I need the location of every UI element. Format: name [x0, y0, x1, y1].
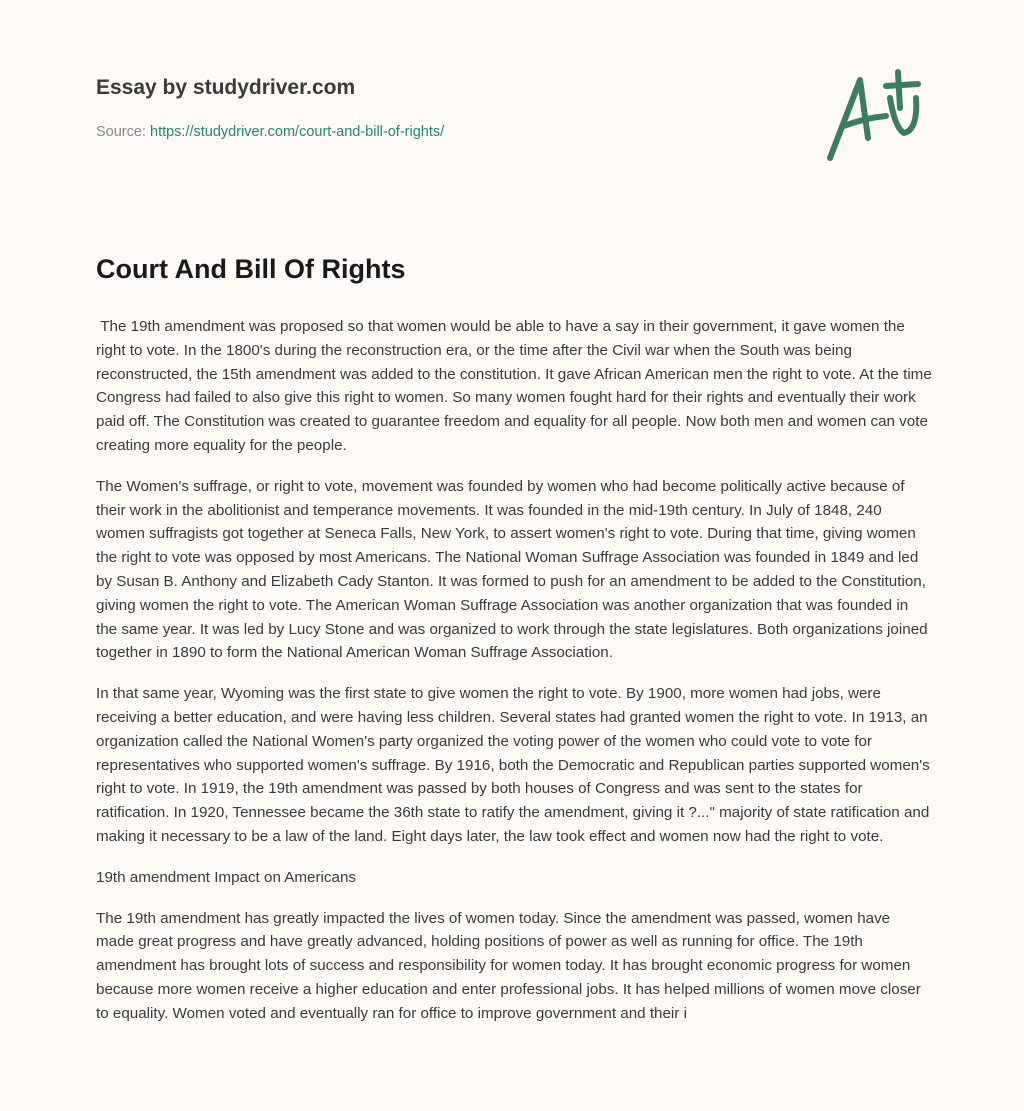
- essay-body: [96, 315, 937, 1043]
- source-label: Source:: [96, 124, 150, 140]
- site-brand: Essay by studydriver.com: [96, 76, 356, 99]
- source-link[interactable]: https://studydriver.com/court-and-bill-of-rights/: [150, 124, 445, 140]
- paragraph: The Women's suffrage, or right to vote, movement was founded by women who had become politically active because of their work in the abolitionist and temperance movements. It was founded in the mid-19th century. In July of 1848, 240 women suffragists got together at Seneca Falls, New York, to assert women's right to vote. During that time, giving women the right to vote was opposed by most Americans. The National Woman Suffrage Association was founded in 1849 and led by Susan B. Anthony and Elizabeth Cady Stanton. It was formed to push for an amendment to be added to the Constitution, giving women the right to vote. The American Woman Suffrage Association was another organization that was founded in the same year. It was led by Lucy Stone and was organized to work through the state legislatures. Both organizations joined together in 1890 to form the National American Woman Suffrage Association.: [96, 477, 928, 662]
- paragraph: The 19th amendment was proposed so that women would be able to have a say in their government, it gave women the right to vote. In the 1800's during the reconstruction era, or the time after the Civil war when the South was being reconstructed, the 15th amendment was added to the constitution. It gave African American men the right to vote. At the time Congress had failed to also give this right to women. So many women fought hard for their rights and eventually their work paid off. The Constitution was created to guarantee freedom and equality for all people. Now both men and women can vote creating more equality for the people.: [96, 318, 937, 454]
- essay-title: Court And Bill Of Rights: [96, 254, 406, 284]
- section-heading: 19th amendment Impact on Americans: [96, 868, 357, 886]
- paragraph: The 19th amendment has greatly impacted the lives of women today. Since the amendment was passed, women have made great progress and have greatly advanced, holding positions of power as well as running for office. The 19th amendment has brought lots of success and responsibility for women today. It has brought economic progress for women because more women receive a higher education and enter professional jobs. It has helped millions of women move closer to equality. Women voted and eventually ran for office to improve government and their i: [96, 909, 921, 1022]
- paragraph: In that same year, Wyoming was the first state to give women the right to vote. By 1900, more women had jobs, were receiving a better education, and were having less children. Several states had granted women the right to vote. In 1913, an organization called the National Women's party organized the voting power of the women who could vote to vote for representatives who supported women's suffrage. By 1916, both the Democratic and Republican parties supported women's right to vote. In 1919, the 19th amendment was passed by both houses of Congress and was sent to the states for ratification. In 1920, Tennessee became the 36th state to ratify the amendment, giving it ?..." majority of state ratification and making it necessary to be a law of the land. Eight days later, the law took effect and women now had the right to vote.: [96, 685, 930, 845]
- source-line: [96, 124, 444, 140]
- a-plus-logo-icon: [820, 68, 930, 168]
